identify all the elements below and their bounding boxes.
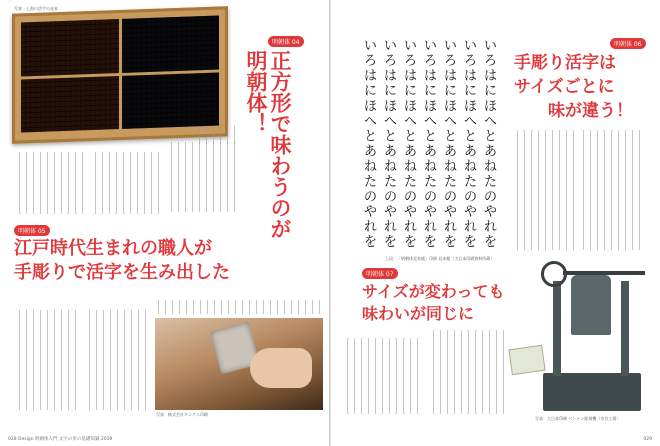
iroha-column: いろはにほへとあねたのやれを xyxy=(480,38,497,250)
type-block-cell xyxy=(122,72,220,129)
right-folio: 029 xyxy=(643,437,652,442)
body-text-block xyxy=(514,130,574,250)
type-tray-photo xyxy=(12,6,228,144)
section-06-label: 明朝体 06 xyxy=(610,38,646,49)
section-05-heading-line2: 手彫りで活字を生み出した xyxy=(14,262,230,283)
body-text-block xyxy=(580,130,646,250)
body-text-block xyxy=(92,152,162,214)
section-07-heading-line1: サイズが変わっても xyxy=(362,282,505,301)
section-04-heading-col2: 明朝体！ xyxy=(244,50,268,134)
section-04-heading-col1: 正方形で味わうのが xyxy=(268,50,292,239)
engraving-machine-photo xyxy=(533,255,648,415)
section-07-label: 明朝体 07 xyxy=(362,268,398,279)
left-page xyxy=(0,0,329,446)
finger xyxy=(250,348,312,388)
body-text-block xyxy=(430,330,506,414)
type-block-cell xyxy=(21,19,119,76)
iroha-column: いろはにほへとあねたのやれを xyxy=(360,38,377,250)
section-07-heading-line2: 味わいが同じに xyxy=(362,304,475,323)
iroha-column: いろはにほへとあねたのやれを xyxy=(460,38,477,250)
iroha-column: いろはにほへとあねたのやれを xyxy=(420,38,437,250)
body-text-block xyxy=(196,126,238,144)
section-06-heading-line3: 味が違う！ xyxy=(548,101,633,121)
body-text-block xyxy=(155,300,323,314)
hands-photo-caption: 写真：株式会社キングス印刷 xyxy=(156,412,208,417)
section-05-label: 明朝体 05 xyxy=(14,225,50,236)
iroha-caption: 上段：「明朝体見本帳」印刷 見本帳（大日本印刷資料所蔵） xyxy=(385,256,495,261)
iroha-column: いろはにほへとあねたのやれを xyxy=(380,38,397,250)
body-text-block xyxy=(16,152,86,214)
section-04-label: 明朝体 04 xyxy=(268,36,304,47)
iroha-column: いろはにほへとあねたのやれを xyxy=(440,38,457,250)
section-06-heading-line1: 手彫り活字は xyxy=(514,53,616,73)
left-folio: 028 Design 明朝体入門 文字の形の基礎知識 2019 xyxy=(8,437,113,442)
body-text-block xyxy=(168,142,238,212)
body-text-block xyxy=(16,310,80,410)
tray-photo-caption: 写真：上海の活字の見本 xyxy=(14,6,58,11)
engraving-hands-photo xyxy=(155,318,323,410)
type-block-cell xyxy=(122,16,220,73)
body-text-block xyxy=(86,310,150,410)
section-05-heading-line1: 江戸時代生まれの職人が xyxy=(14,238,212,259)
section-06-heading-line2: サイズごとに xyxy=(514,77,615,97)
iroha-column: いろはにほへとあねたのやれを xyxy=(400,38,417,250)
iroha-size-chart xyxy=(360,38,500,256)
type-block-cell xyxy=(21,76,119,133)
machine-photo-caption: 写真：大日本印刷 ベントン彫刻機（市谷工場） xyxy=(535,416,621,421)
body-text-block xyxy=(344,338,424,414)
